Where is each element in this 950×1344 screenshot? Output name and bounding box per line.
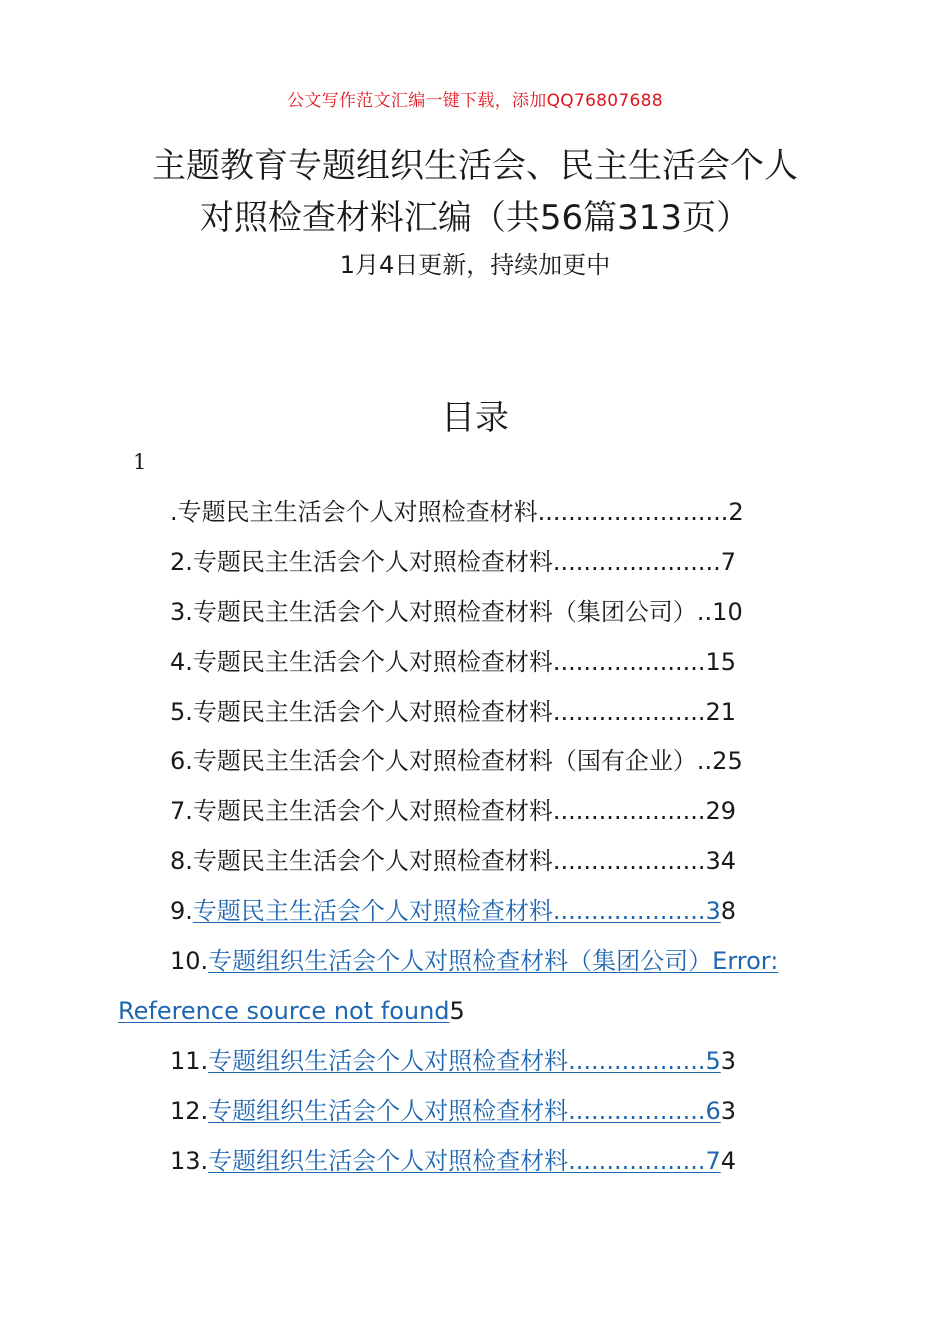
toc-entry-title: 专题民主生活会个人对照检查材料	[192, 697, 553, 726]
toc-entry-leader: .........................	[537, 498, 729, 526]
toc-entry-link[interactable]: 专题民主生活会个人对照检查材料....................3	[192, 897, 721, 926]
toc-entry-number: 2.	[170, 547, 193, 576]
toc-entry-number: 9.	[170, 897, 193, 926]
toc-entry-number: 10.	[170, 947, 209, 976]
toc-entry-leader: ....................	[552, 847, 706, 876]
document-title	[0, 140, 950, 244]
toc-entry-5	[118, 692, 838, 742]
toc-entry-page: 7	[720, 547, 737, 576]
toc-entry-13	[118, 1141, 838, 1191]
toc-entry-1	[118, 492, 838, 542]
toc-entry-page-tail: 5	[449, 996, 465, 1025]
promo-banner: 公文写作范文汇编一键下载，添加QQ76807688	[287, 91, 663, 111]
toc-entry-number: 5.	[170, 697, 193, 726]
toc-entry-page: 15	[705, 647, 737, 676]
toc-entry-title: 专题民主生活会个人对照检查材料（国有企业）	[192, 747, 697, 776]
toc-entry-page-tail: 3	[720, 1046, 737, 1075]
update-note: 1月4日更新，持续加更中	[339, 251, 611, 279]
toc-entry-leader: ......................	[552, 547, 721, 576]
toc-entry-number: 3.	[170, 597, 193, 626]
toc-entry-9	[118, 891, 838, 941]
toc-entry-link[interactable]: Reference source not found	[118, 996, 450, 1025]
toc-entry-10-continued	[118, 991, 838, 1041]
toc-entry-leader: ....................	[552, 697, 706, 726]
toc-entry-page: 10	[712, 597, 743, 626]
toc-heading: 目录	[441, 398, 509, 438]
toc-entry-page-tail: 8	[720, 897, 737, 926]
toc-entry-3	[118, 592, 838, 642]
toc-entry-link[interactable]: 专题组织生活会个人对照检查材料（集团公司）Error:	[208, 947, 779, 976]
page-number: 1	[133, 450, 147, 474]
toc-entry-12	[118, 1091, 838, 1141]
toc-entry-number: 4.	[170, 647, 193, 676]
title-line-1: 主题教育专题组织生活会、民主生活会个人	[152, 146, 798, 186]
title-line-2: 对照检查材料汇编（共56篇313页）	[199, 198, 751, 238]
toc-entry-page-tail: 3	[720, 1096, 737, 1125]
toc-entry-title: 专题民主生活会个人对照检查材料（集团公司）	[192, 597, 697, 626]
toc-entry-link[interactable]: 专题组织生活会个人对照检查材料..................6	[208, 1096, 721, 1125]
toc-entry-2	[118, 542, 838, 592]
toc-entry-number: 13.	[170, 1146, 209, 1175]
toc-entry-page: 25	[712, 747, 743, 776]
toc-entry-6	[118, 741, 838, 791]
toc-entry-8	[118, 841, 838, 891]
toc-entry-11	[118, 1041, 838, 1091]
toc-entry-page: 34	[705, 847, 737, 876]
toc-entry-number: 8.	[170, 847, 193, 876]
toc-entry-page: 29	[705, 797, 737, 826]
toc-entry-leader: ..	[696, 747, 713, 776]
toc-entry-leader: ..	[696, 597, 713, 626]
toc-entry-7	[118, 791, 838, 841]
toc-entry-leader: ....................	[552, 647, 706, 676]
toc-entry-leader: ....................	[552, 797, 706, 826]
toc-entry-page: 21	[705, 697, 737, 726]
toc-entry-10	[118, 941, 838, 991]
table-of-contents	[118, 492, 838, 1190]
toc-entry-title: 专题民主生活会个人对照检查材料	[192, 797, 553, 826]
toc-entry-number: 11.	[170, 1046, 209, 1075]
toc-entry-title: 专题民主生活会个人对照检查材料	[192, 547, 553, 576]
toc-entry-4	[118, 642, 838, 692]
toc-entry-number: 12.	[170, 1096, 209, 1125]
toc-entry-link[interactable]: 专题组织生活会个人对照检查材料..................5	[208, 1046, 721, 1075]
toc-entry-title: 专题民主生活会个人对照检查材料	[192, 647, 553, 676]
toc-entry-page: 2	[728, 498, 744, 526]
toc-entry-title: 专题民主生活会个人对照检查材料	[192, 847, 553, 876]
toc-entry-link[interactable]: 专题组织生活会个人对照检查材料..................7	[208, 1146, 721, 1175]
toc-entry-number: 7.	[170, 797, 193, 826]
toc-entry-number: 6.	[170, 747, 193, 776]
toc-entry-title: .专题民主生活会个人对照检查材料	[170, 498, 538, 526]
toc-entry-page-tail: 4	[720, 1146, 737, 1175]
